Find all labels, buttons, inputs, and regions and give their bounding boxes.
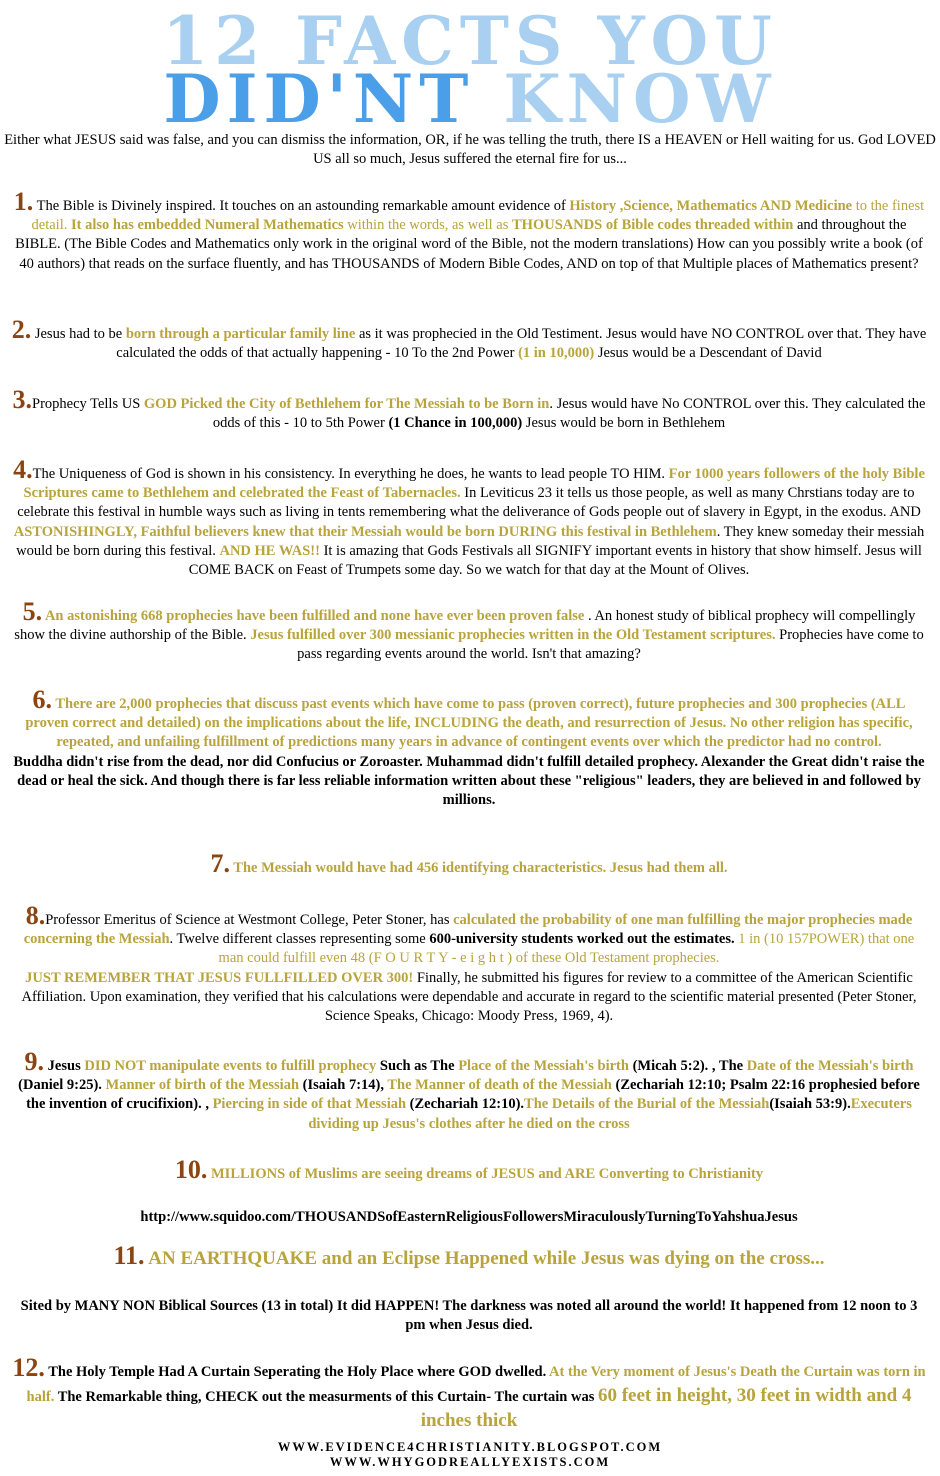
fact-9: 9. Jesus DID NOT manipulate events to fulfill prophecy Such as The Place of the Messiah's birth (Micah 5:2). , The Date of the Messiah's birth (Daniel 9:25). Manner of birth of the Messiah (Isaiah 7:14), The Manner of death of the Messiah (Zechariah 12:10; Psalm 22:16 prophesied before the invention of crucifixion). , Piercing in side of that Messiah (Zechariah 12:10).The Details of the Burial of the Messiah(Isaiah 53:9).Executers dividing up Jesus's clothes after he died on the cross <box>18 1047 920 1132</box>
fact-number: 9. <box>24 1047 45 1076</box>
footer-url-2[interactable]: WWW.WHYGODREALLYEXISTS.COM <box>329 1455 611 1469</box>
fact-number: 3. <box>12 385 32 414</box>
fact-number: 1. <box>13 187 34 216</box>
footer-url-1[interactable]: WWW.EVIDENCE4CHRISTIANITY.BLOGSPOT.COM <box>277 1440 663 1454</box>
fact-number: 5. <box>22 597 43 626</box>
fact-number: 7. <box>210 849 230 878</box>
fact-4: 4.The Uniqueness of God is shown in his consistency. In everything he does, he wants to lead people TO HIM. For 1000 years followers of the holy Bible Scriptures came to Bethlehem and celebrated the Feast of Tabernacles. In Leviticus 23 it tells us those people, as well as many Chrstians today are to celebrate this festival in humble ways such as living in tents remembering what the deliverance of Gods people out of slavery in Egypt, in the exodus. AND ASTONISHINGLY, Faithful believers knew that their Messiah would be born DURING this festival in Bethlehem. They knew someday their messiah would be born during this festival. AND HE WAS!! It is amazing that Gods Festivals all SIGNIFY important events in history that show himself. Jesus will COME BACK on Feast of Trumpets some day. So we watch for that day at the Mount of Olives. <box>13 455 925 579</box>
fact-12: 12. The Holy Temple Had A Curtain Seperating the Holy Place where GOD dwelled. At the Very moment of Jesus's Death the Curtain was torn in half. The Remarkable thing, CHECK out the measurments of this Curtain- The curtain was 60 feet in height, 30 feet in width and 4 inches thick <box>12 1353 926 1431</box>
fact-number: 8. <box>25 901 46 930</box>
title-word-didnt: DID'NT <box>163 60 475 138</box>
fact-number: 2. <box>11 315 32 344</box>
title-word-know: KNOW <box>474 60 777 138</box>
fact-8: 8.Professor Emeritus of Science at Westmont College, Peter Stoner, has calculated the probability of one man fulfilling the major prophecies made concerning the Messiah. Twelve different classes representing some 600-university students worked out the estimates. 1 in (10 157POWER) that one man could fulfill even 48 (F O U R T Y - e i g h t ) of these Old Testament prophecies. JUST REMEMBER THAT JESUS FULLFILLED OVER 300! Finally, he submitted his figures for review to a committee of the American Scientific Affiliation. Upon examination, they verified that his calculations were dependable and accurate in regard to the scientific material presented (Peter Stoner, Science Speaks, Chicago: Moody Press, 1969, 4). <box>21 901 917 1025</box>
fact-1: 1. The Bible is Divinely inspired. It touches on an astounding remarkable amount evidence of History ,Science, Mathematics AND Medicine to the finest detail. It also has embedded Numeral Mathematics within the words, as well as THOUSANDS of Bible codes threaded within and throughout the BIBLE. (The Bible Codes and Mathematics only work in the original word of the Bible, not the modern translations) How can you possibly write a book (of 40 authors) that reads on the surface fluently, and has THOUSANDS of Modern Bible Codes, AND on top of that Multiple places of Mathematics present? <box>13 187 925 272</box>
intro-paragraph: Either what JESUS said was false, and you can dismiss the information, OR, if he was telling the truth, there IS a HEAVEN or Hell waiting for us. God LOVED US all so much, Jesus suffered the eternal fire for us... <box>4 132 936 167</box>
fact-6: 6. There are 2,000 prophecies that discuss past events which have come to pass (proven correct), future prophecies and 300 prophecies (ALL proven correct and detailed) on the implications about the life, INCLUDING the death, and resurrection of Jesus. No other religion has specific, repeated, and unfailing fulfillment of predictions many years in advance of contingent events over which the predictor had no control. Buddha didn't rise from the dead, nor did Confucius or Zoroaster. Muhammad didn't fulfill detailed prophecy. Alexander the Great didn't raise the dead or heal the sick. And though there is far less reliable information written about these "religious" leaders, they are believed in and followed by millions. <box>13 685 925 809</box>
fact-10: 10. MILLIONS of Muslims are seeing dreams of JESUS and ARE Converting to Christianity <box>174 1155 764 1184</box>
fact-number: 6. <box>32 685 52 714</box>
fact-10-link[interactable] <box>10 1208 928 1227</box>
fact-number: 10. <box>174 1155 208 1184</box>
title-line-2 <box>0 60 940 138</box>
fact-11: 11. AN EARTHQUAKE and an Eclipse Happened while Jesus was dying on the cross... <box>113 1241 825 1270</box>
fact-number: 12. <box>12 1353 45 1382</box>
fact-2: 2. Jesus had to be born through a particular family line as it was prophecied in the Old Testiment. Jesus would have NO CONTROL over that. They have calculated the odds of that actually happening - 10 To the 2nd Power (1 in 10,000) Jesus would be a Descendant of David <box>11 315 927 362</box>
fact-number: 4. <box>13 455 33 484</box>
fact-11-detail: Sited by MANY NON Biblical Sources (13 in total) It did HAPPEN! The darkness was noted all around the world! It happened from 12 noon to 3 pm when Jesus died. <box>20 1298 918 1334</box>
fact-3: 3.Prophecy Tells US GOD Picked the City of Bethlehem for The Messiah to be Born in. Jesus would have No CONTROL over this. They calculated the odds of this - 10 to 5th Power (1 Chance in 100,000) Jesus would be born in Bethlehem <box>12 385 926 432</box>
fact-7: 7. The Messiah would have had 456 identifying characteristics. Jesus had them all. <box>210 849 728 878</box>
title-line-1: 12 FACTS YOU <box>162 2 778 80</box>
fact-number: 11. <box>113 1241 145 1270</box>
source-link[interactable]: http://www.squidoo.com/THOUSANDSofEasternReligiousFollowersMiraculouslyTurningToYahshuaJesus <box>140 1209 798 1225</box>
fact-5: 5. An astonishing 668 prophecies have been fulfilled and none have ever been proven false . An honest study of biblical prophecy will compellingly show the divine authorship of the Bible. Jesus fulfilled over 300 messianic prophecies written in the Old Testament scriptures. Prophecies have come to pass regarding events around the world. Isn't that amazing? <box>14 597 924 663</box>
